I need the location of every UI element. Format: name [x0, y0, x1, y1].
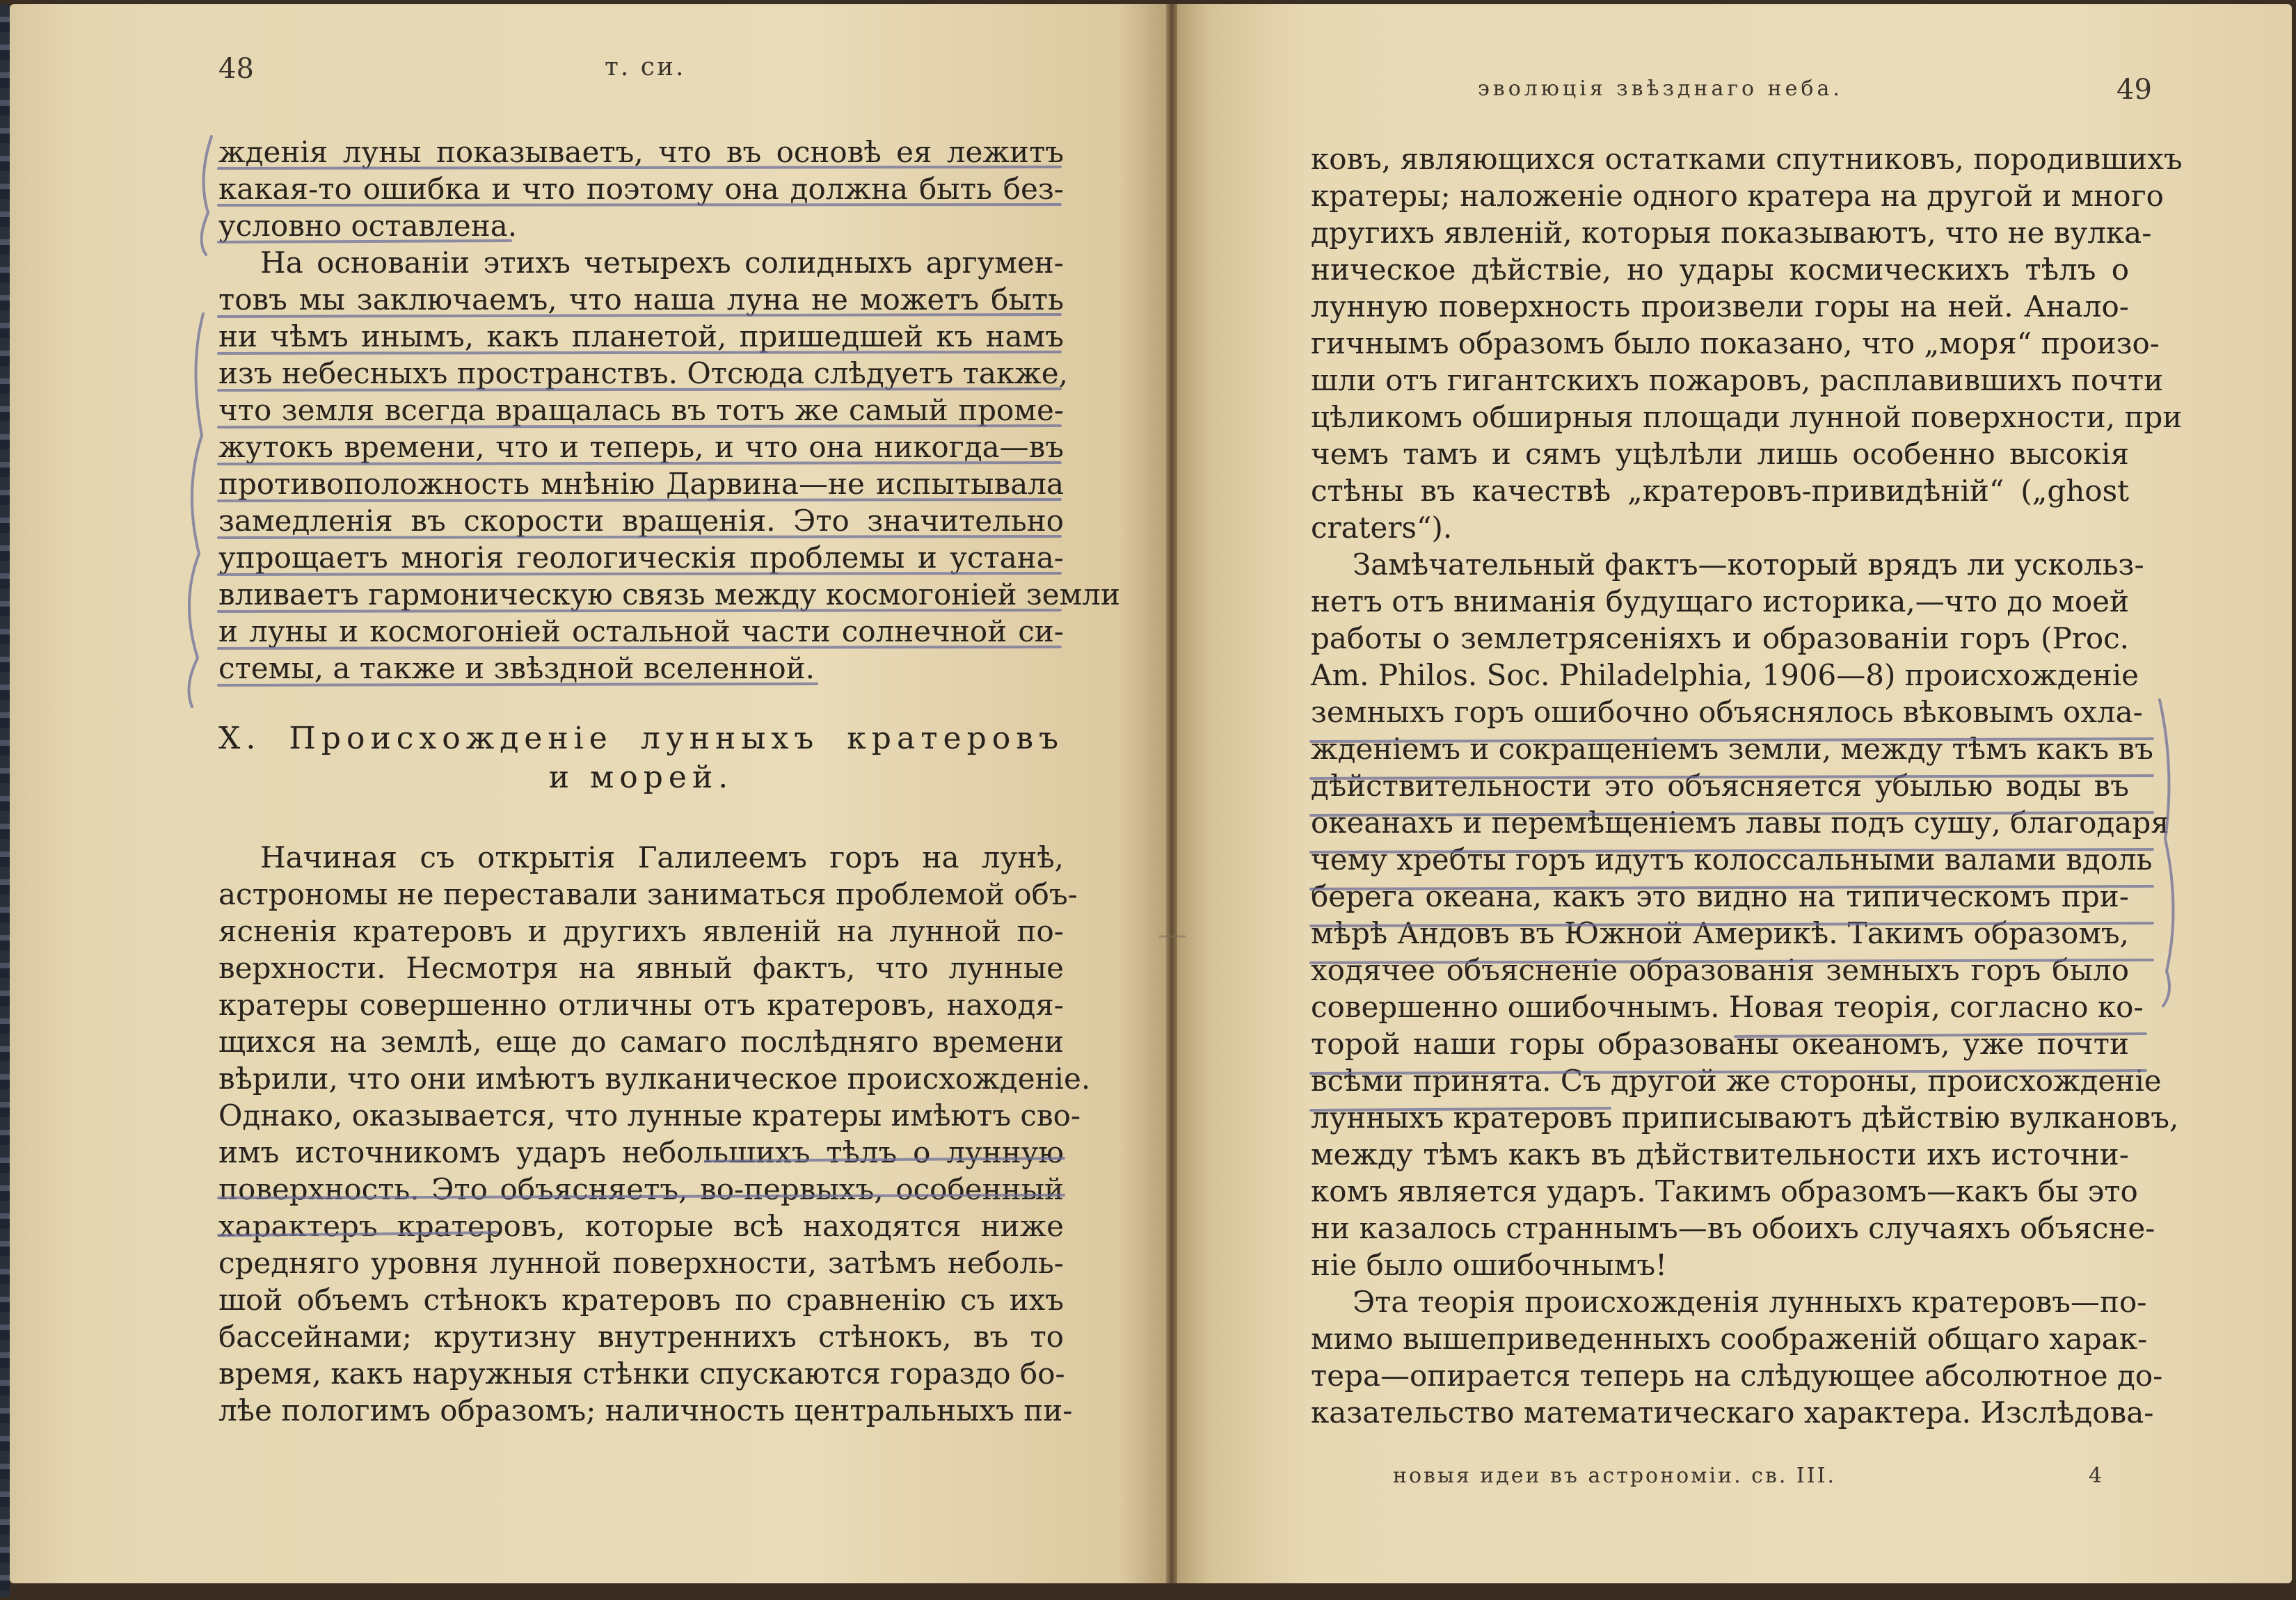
- text-line: лунныхъ кратеровъ приписываютъ дѣйствію вулкановъ,: [1311, 1101, 2179, 1135]
- text-line: Однако, оказывается, что лунные кратеры имѣютъ сво-: [218, 1098, 1081, 1133]
- text-line: берега океана, какъ это видно на типическомъ при-: [1311, 879, 2129, 913]
- text-line: Начиная съ открытія Галилеемъ горъ на лунѣ,: [260, 840, 1064, 874]
- text-line: щихся на землѣ, еще до самаго послѣдняго времени: [218, 1025, 1064, 1059]
- text-line: жденіемъ и сокращеніемъ земли, между тѣмъ какъ въ: [1311, 732, 2153, 766]
- text-line: ническое дѣйствіе, но удары космическихъ тѣлъ о: [1311, 253, 2129, 287]
- running-head-right: эволюція звѣзднаго неба.: [1478, 77, 1843, 101]
- text-line: противоположность мнѣнію Дарвина—не испытывала: [218, 467, 1064, 501]
- left-text-block: [218, 134, 1120, 1429]
- text-line: ни чѣмъ инымъ, какъ планетой, пришедшей къ намъ: [218, 319, 1064, 353]
- text-line: На основаніи этихъ четырехъ солидныхъ аргумен-: [260, 246, 1064, 280]
- book-spread: [10, 4, 2292, 1590]
- section-heading-line-1: X. Происхожденіе лунныхъ кратеровъ: [218, 721, 1064, 756]
- text-line: работы о землетрясеніяхъ и образованіи горъ (Proc.: [1311, 621, 2129, 655]
- right-page: [1177, 4, 2292, 1583]
- text-line: совершенно ошибочнымъ. Новая теорія, согласно ко-: [1311, 990, 2144, 1024]
- text-line: ходячее объясненіе образованія земныхъ горъ было: [1311, 953, 2129, 987]
- text-line: мѣрѣ Андовъ въ Южной Америкѣ. Такимъ образомъ,: [1311, 916, 2129, 950]
- text-line: средняго уровня лунной поверхности, затѣмъ неболь-: [218, 1246, 1064, 1280]
- text-line: дѣйствительности это объясняется убылью воды въ: [1311, 769, 2129, 803]
- text-line: другихъ явленій, которыя показываютъ, что не вулка-: [1311, 216, 2152, 250]
- text-line: что земля всегда вращалась въ тотъ же самый проме-: [218, 393, 1064, 427]
- signature-mark: 4: [2089, 1464, 2105, 1488]
- section-heading: [218, 719, 1064, 797]
- left-page: [10, 4, 1166, 1583]
- left-paragraph-1: [218, 134, 1064, 244]
- text-line: земныхъ горъ ошибочно объяснялось вѣковымъ охла-: [1311, 695, 2143, 729]
- text-line: время, какъ наружныя стѣнки спускаются гораздо бо-: [218, 1357, 1065, 1391]
- right-paragraph-2: [1311, 546, 2179, 1283]
- text-line: кратеры; наложеніе одного кратера на другой и много: [1311, 179, 2164, 213]
- text-line: ніе было ошибочнымъ!: [1311, 1248, 1668, 1282]
- text-line: и луны и космогоніей остальной части солнечной си-: [218, 614, 1064, 648]
- text-line: ни казалось страннымъ—въ обоихъ случаяхъ объясне-: [1311, 1211, 2155, 1245]
- text-line: условно оставлена.: [218, 209, 518, 243]
- text-line: Замѣчательный фактъ—который врядъ ли ускольз-: [1353, 547, 2144, 582]
- book-edge: [0, 4, 10, 1597]
- text-line: верхности. Несмотря на явный фактъ, что лунные: [218, 951, 1064, 985]
- left-paragraph-2: [218, 244, 1120, 687]
- text-line: характеръ кратеровъ, которые всѣ находятся ниже: [218, 1209, 1064, 1243]
- page-footer: новыя идеи въ астрономіи. св. III.: [1393, 1464, 1837, 1488]
- text-line: чему хребты горъ идутъ колоссальными валами вдоль: [1311, 842, 2153, 877]
- text-line: стемы, а также и звѣздной вселенной.: [218, 651, 815, 685]
- section-heading-line-2: и морей.: [548, 760, 734, 795]
- text-line: лунную поверхность произвели горы на ней. Анало-: [1311, 289, 2129, 323]
- text-line: товъ мы заключаемъ, что наша луна не можетъ быть: [218, 282, 1064, 317]
- text-line: лѣе пологимъ образомъ; наличность центральныхъ пи-: [218, 1393, 1073, 1427]
- text-line: поверхность. Это объясняетъ, во-первыхъ, особенный: [218, 1172, 1064, 1206]
- right-paragraph-3: [1311, 1283, 2163, 1431]
- page-number-left: 48: [218, 53, 254, 85]
- book-gutter: [1166, 4, 1177, 1583]
- text-line: имъ источникомъ ударъ небольшихъ тѣлъ о лунную: [218, 1135, 1064, 1169]
- text-line: всѣми принята. Съ другой же стороны, происхожденіе: [1311, 1064, 2162, 1098]
- text-line: тера—опирается теперь на слѣдующее абсолютное до-: [1311, 1359, 2163, 1393]
- text-line: гичнымъ образомъ было показано, что „моря“ произо-: [1311, 326, 2160, 360]
- text-line: стѣны въ качествѣ „кратеровъ-привидѣній“ („ghost: [1311, 474, 2129, 508]
- text-line: казательство математическаго характера. Изслѣдова-: [1311, 1395, 2154, 1430]
- right-text-block: [1311, 141, 2183, 1431]
- text-line: комъ является ударъ. Такимъ образомъ—какъ бы это: [1311, 1174, 2138, 1208]
- text-line: нетъ отъ вниманія будущаго историка,—что до моей: [1311, 584, 2129, 618]
- right-paragraph-1: [1311, 141, 2183, 546]
- text-line: кратеры совершенно отличны отъ кратеровъ, находя-: [218, 988, 1064, 1022]
- text-line: цѣликомъ обширныя площади лунной поверхности, при: [1311, 400, 2183, 434]
- text-line: океанахъ и перемѣщеніемъ лавы подъ сушу, благодаря: [1311, 806, 2169, 840]
- text-line: шли отъ гигантскихъ пожаровъ, расплавившихъ почти: [1311, 363, 2164, 397]
- text-line: между тѣмъ какъ въ дѣйствительности ихъ источни-: [1311, 1137, 2129, 1171]
- text-line: жутокъ времени, что и теперь, и что она никогда—въ: [218, 430, 1064, 464]
- text-line: какая-то ошибка и что поэтому она должна быть без-: [218, 172, 1064, 206]
- text-line: замедленія въ скорости вращенія. Это значительно: [218, 504, 1064, 538]
- text-line: шой объемъ стѣнокъ кратеровъ по сравненію съ ихъ: [218, 1283, 1064, 1317]
- text-line: ясненія кратеровъ и другихъ явленій на лунной по-: [218, 914, 1064, 948]
- text-line: астрономы не переставали заниматься проблемой объ-: [218, 877, 1078, 911]
- text-line: вѣрили, что они имѣютъ вулканическое происхожденіе.: [218, 1062, 1091, 1096]
- left-paragraph-3: [218, 839, 1091, 1429]
- text-line: бассейнами; крутизну внутреннихъ стѣнокъ, въ то: [218, 1320, 1064, 1354]
- text-line: Эта теорія происхожденія лунныхъ кратеровъ—по-: [1353, 1285, 2147, 1319]
- text-line: мимо вышеприведенныхъ соображеній общаго харак-: [1311, 1322, 2148, 1356]
- text-line: craters“).: [1311, 511, 1453, 545]
- page-number-right: 49: [2116, 74, 2152, 106]
- text-line: чемъ тамъ и сямъ уцѣлѣли лишь особенно высокія: [1311, 437, 2129, 471]
- text-line: вливаетъ гармоническую связь между космогоніей земли: [218, 577, 1120, 611]
- text-line: Am. Philos. Soc. Philadelphia, 1906—8) происхожденіе: [1311, 658, 2139, 692]
- text-line: ковъ, являющихся остатками спутниковъ, породившихъ: [1311, 142, 2183, 176]
- text-line: изъ небесныхъ пространствъ. Отсюда слѣдуетъ также,: [218, 356, 1068, 390]
- text-line: жденія луны показываетъ, что въ основѣ ея лежитъ: [218, 135, 1064, 169]
- text-line: упрощаетъ многія геологическія проблемы и устана-: [218, 541, 1064, 575]
- text-line: торой наши горы образованы океаномъ, уже почти: [1311, 1027, 2129, 1061]
- running-head-left: т. си.: [605, 53, 686, 81]
